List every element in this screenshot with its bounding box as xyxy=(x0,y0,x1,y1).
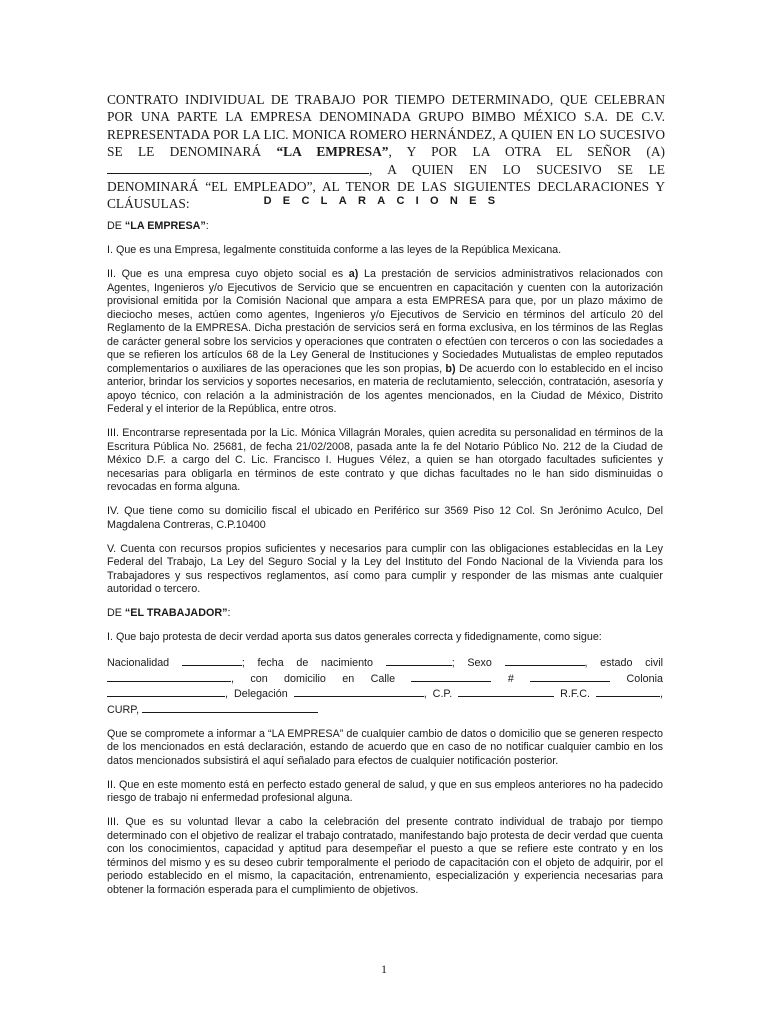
declarations-body xyxy=(107,220,663,908)
empresa-clause-iii: III. Encontrarse representada por la Lic. Mónica Villagrán Morales, quien acredita su personalidad en términos de la Escritura Pública No. 25681, de fecha 21/02/2008, pasada ante la fe del Notario Público No. 212 de la Ciudad de México D.F. a cargo del C. Lic. Francisco I. Hugues Vélez, a quien se han otorgado facultades suficientes y necesarias para obligarla en términos de este contrato y que dichas facultades no le han sido disminuidas o revocadas en forma alguna. xyxy=(107,427,663,493)
domicilio-label: , con domicilio en Calle xyxy=(231,672,412,685)
title-intro: CONTRATO INDIVIDUAL DE TRABAJO POR TIEMPO DETERMINADO, QUE CELEBRAN POR UNA PARTE LA EMPRESA DENOMINADA GRUPO BIMBO MÉXICO S.A. DE C.V. REPRESENTADA POR LA LIC. MONICA ROMERO HERNÁNDEZ, A QUIEN EN LO SUCESIVO SE LE DENOMINARÁ xyxy=(107,92,665,160)
title-empresa: “LA EMPRESA” xyxy=(276,144,389,160)
clause-ii-part-b: La prestación de servicios administrativos relacionados con Agentes, Ingenieros y/o Ejecutivos de Servicio que se encuentren en capacitación y cuenten con la autorización provisional emitida por la Comisión Nacional que ampara a esta EMPRESA para que, por un plazo máximo de dieciocho meses, actúen como agentes, Ingenieros y/o Ejecutivos de Servicio en términos del artículo 20 del Reglamento de la EMPRESA. Dicha prestación de servicios será en forma exclusiva, en los términos de las Reglas de carácter general sobre los servicios y operaciones que contraten o efectúen con terceros o con las sociedades a que se refieren los artículos 68 de la Ley General de Instituciones y Sociedades Mutualistas de empleo reputados complementarios o auxiliares de las operaciones que les son propias, xyxy=(107,268,663,375)
estado-civil-blank[interactable] xyxy=(107,671,231,682)
employee-name-blank[interactable] xyxy=(107,162,369,174)
empresa-header-suffix: : xyxy=(205,220,209,232)
clause-ii-label-b: b) xyxy=(445,362,456,375)
curp-blank[interactable] xyxy=(142,702,318,713)
delegacion-blank[interactable] xyxy=(294,686,424,697)
clause-ii-part-a: II. Que es una empresa cuyo objeto social es xyxy=(107,268,349,280)
nacionalidad-label: Nacionalidad xyxy=(107,657,182,669)
numero-blank[interactable] xyxy=(530,671,610,682)
declaraciones-heading: DECLARACIONES xyxy=(263,195,507,207)
trabajador-compromiso: Que se compromete a informar a “LA EMPRESA” de cualquier cambio de datos o domicilio que se generen respecto de los mencionados en está declaración, estando de acuerdo que en caso de no notificar cualquier cambio en los datos mencionados subsistirá el aquí señalado para efectos de cualquier notificación posterior. xyxy=(107,727,663,767)
clause-ii-part-c: De acuerdo con lo establecido en el inciso anterior, brindar los servicios y soportes necesarios, en materia de reclutamiento, selección, contratación, asesoría y apoyo técnico, con relación a la administración de los agentes mencionados, en la Ciudad de México, Distrito Federal y el interior de la República, entre otros. xyxy=(107,362,663,415)
empresa-clause-i: I. Que es una Empresa, legalmente constituida conforme a las leyes de la República Mexicana. xyxy=(107,244,562,256)
title-end: , A QUIEN EN LO SUCESIVO SE LE DENOMINARÁ “EL EMPLEADO”, AL TENOR DE LAS SIGUIENTES DECLARACIONES Y CLÁUSULAS: xyxy=(107,161,665,212)
empresa-header-name: “LA EMPRESA” xyxy=(124,220,206,232)
rfc-label: R.F.C. xyxy=(554,688,591,700)
personal-data-fields xyxy=(107,655,663,717)
fecha-nacimiento-label: ; fecha de nacimiento xyxy=(241,657,386,669)
calle-blank[interactable] xyxy=(411,671,491,682)
numero-label: # xyxy=(491,672,531,685)
trabajador-clause-i: I. Que bajo protesta de decir verdad aporta sus datos generales correcta y fidedignamente, como sigue: xyxy=(107,631,602,643)
sexo-blank[interactable] xyxy=(505,655,585,666)
empresa-clause-v: V. Cuenta con recursos propios suficientes y necesarios para cumplir con las obligaciones establecidas en la Ley Federal del Trabajo, La Ley del Seguro Social y la Ley del Instituto del Fondo Nacional de la Vivienda para los Trabajadores y sus respectivos reglamentos, así como para cumplir y responder de las mismas ante cualquier autoridad o tercero. xyxy=(107,542,663,595)
colonia-blank[interactable] xyxy=(107,686,225,697)
trabajador-clause-ii: II. Que en este momento está en perfecto estado general de salud, y que en sus empleos anteriores no ha padecido riesgo de trabajo ni enfermedad profesional alguna. xyxy=(107,778,663,804)
clause-ii-label-a: a) xyxy=(348,268,359,280)
trabajador-header-prefix: DE xyxy=(107,607,125,619)
colonia-label: Colonia xyxy=(610,672,663,685)
estado-civil-label: , estado civil xyxy=(584,657,663,669)
cp-label: , C.P. xyxy=(423,688,459,700)
delegacion-label: , Delegación xyxy=(225,688,294,700)
empresa-header-prefix: DE xyxy=(107,220,125,232)
cp-blank[interactable] xyxy=(458,686,554,697)
empresa-clause-ii xyxy=(107,268,663,417)
curp-label: , CURP, xyxy=(107,688,663,716)
empresa-clause-iv: IV. Que tiene como su domicilio fiscal el ubicado en Periférico sur 3569 Piso 12 Col. Sn Jerónimo Aculco, Del Magdalena Contreras, C.P.10400 xyxy=(107,505,663,531)
page-number: 1 xyxy=(381,962,387,976)
trabajador-header-name: “EL TRABAJADOR” xyxy=(124,607,228,619)
empresa-section-header xyxy=(107,220,663,234)
sexo-label: ; Sexo xyxy=(451,657,505,669)
trabajador-section-header xyxy=(107,607,663,621)
rfc-blank[interactable] xyxy=(596,686,660,697)
nacionalidad-blank[interactable] xyxy=(182,655,242,666)
trabajador-clause-iii: III. Que es su voluntad llevar a cabo la celebración del presente contrato individual de trabajo por tiempo determinado con el objetivo de realizar el trabajo contratado, manifestando bajo protesta de decir verdad que cuenta con los conocimientos, capacidad y aptitud para desempeñar el puesto a que se refiere este contrato y en los términos del mismo y es su deseo cubrir temporalmente el periodo de capacitación con el objeto de adquirir, por el periodo establecido en el mismo, la capacitación, entrenamiento, especialización y experiencia necesarias para obtener la formación esperada para el cumplimiento de objetivos. xyxy=(107,816,663,896)
trabajador-header-suffix: : xyxy=(227,607,231,619)
fecha-nacimiento-blank[interactable] xyxy=(386,655,452,666)
title-middle: , Y POR LA OTRA EL SEÑOR (A) xyxy=(388,144,665,160)
